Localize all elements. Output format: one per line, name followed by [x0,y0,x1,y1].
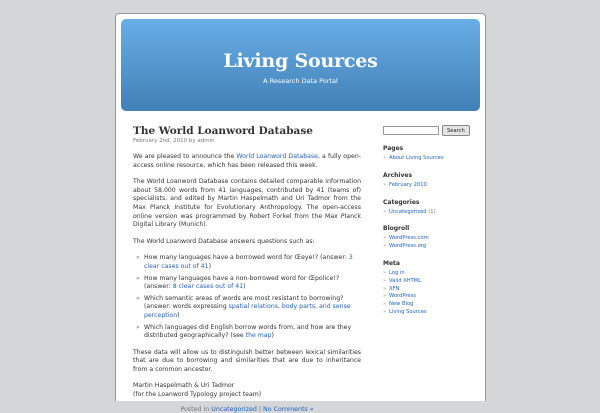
list-item [389,209,473,217]
answer-link[interactable]: spatial relations, body parts, and sense perception [144,303,351,319]
text: Which languages did English borrow words from, and how are they distributed geographically? (see [144,323,352,340]
signature [133,382,361,399]
wold-link[interactable]: World Loanword Database [236,153,318,160]
page-container [115,13,486,413]
list-item [389,182,473,190]
sidebar [383,125,473,317]
sidebar-link-wordpress[interactable]: WordPress [389,293,416,300]
text: How many languages have a non-borrowed word for Œpolice!? (answer: [144,274,340,291]
post-title[interactable]: The World Loanword Database [133,125,313,137]
post-date-author: February 2nd, 2010 by admin [133,138,215,144]
text: ) [271,332,274,340]
list-item [389,270,473,278]
sidebar-heading-categories: Categories [383,198,420,206]
main-content [133,125,361,413]
sidebar-heading-pages: Pages [383,145,404,152]
text: ) [208,262,211,270]
post-paragraph: The World Loanword Database contains detailed comparable information about 58.000 words from 41 languages, contributed by 41 (teams of) specialists, and edited by Martin Haspelmath and Uri Tadmor from the Max Planck Institute for Evolutionary Anthropology. The open-access online version was programmed by Robert Forkel from the Max Planck Digital Library (Munich). [133,178,361,229]
list-item [389,309,473,317]
search-button[interactable]: Search [442,125,470,136]
site-description: A Research Data Portal [263,77,338,85]
meta-list [383,270,473,317]
list-item [144,295,361,321]
sidebar-link-living-sources[interactable]: Living Sources [389,308,427,315]
sidebar-link-wordpress-org[interactable]: WordPress.org [389,243,427,250]
map-link[interactable]: the map [245,332,272,340]
sidebar-link-valid-xhtml[interactable]: Valid XHTML [389,277,422,284]
sidebar-link-wordpress-com[interactable]: WordPress.com [389,235,429,242]
search-input[interactable] [383,126,439,135]
sidebar-link-about[interactable]: About Living Sources [389,155,444,161]
sidebar-link-archive[interactable]: February 2010 [389,181,427,188]
site-title-link[interactable]: Living Sources [223,50,378,72]
text: ) [177,311,180,319]
list-item [144,275,361,292]
posted-in-label: Posted in [180,405,212,413]
text: , a fully open-access online resource, which has been released this week. [133,153,361,169]
blogroll-list [383,235,473,251]
list-item [389,243,473,251]
signature-line: Martin Haspelmath & Uri Tadmor [133,382,235,390]
pages-list [383,155,473,163]
category-count: (1) [428,208,436,215]
archives-list [383,182,473,190]
search-form [383,125,473,136]
list-item [389,301,473,309]
answer-link[interactable]: 3 clear cases out of 41 [144,254,353,270]
site-header [121,19,480,111]
post-paragraph: The World Loanword Database answers questions such as: [133,237,315,245]
list-item [144,324,361,341]
sidebar-heading-blogroll: Blogroll [383,225,410,233]
list-item [389,286,473,294]
sidebar-link-log-in[interactable]: Log in [389,269,405,276]
sidebar-link-category[interactable]: Uncategorized [389,208,427,215]
list-item [389,155,473,163]
text: Which semantic areas of words are most resistant to borrowing? (answer: words expressing [144,294,344,311]
list-item [389,293,473,301]
separator: | [256,405,263,413]
post-paragraph [133,153,361,170]
text: We are pleased to announce the [133,153,237,160]
answer-link[interactable]: 8 clear cases out of 41 [172,283,244,291]
category-link[interactable]: Uncategorized [211,405,257,413]
list-item [389,235,473,243]
post-paragraph: These data will allow us to distinguish better between lexical similarities that are due to borrowing and similarities that are due to inheritance from a common ancestor. [133,348,361,373]
post-body [133,153,361,400]
list-item [389,278,473,286]
post-footer-meta [133,406,361,413]
text: How many languages have a borrowed word for Œeye!? (answer: [144,254,349,262]
sidebar-link-xfn[interactable]: XFN [389,285,400,292]
signature-line: (for the Loanword Typology project team) [133,391,262,399]
categories-list [383,209,473,217]
text: ) [243,283,246,291]
sidebar-heading-meta: Meta [383,259,400,267]
question-list [133,254,361,340]
list-item [144,254,361,271]
sidebar-link-new-blog[interactable]: New Blog [389,301,414,308]
comments-link[interactable]: No Comments » [263,405,314,413]
sidebar-heading-archives: Archives [383,171,413,179]
